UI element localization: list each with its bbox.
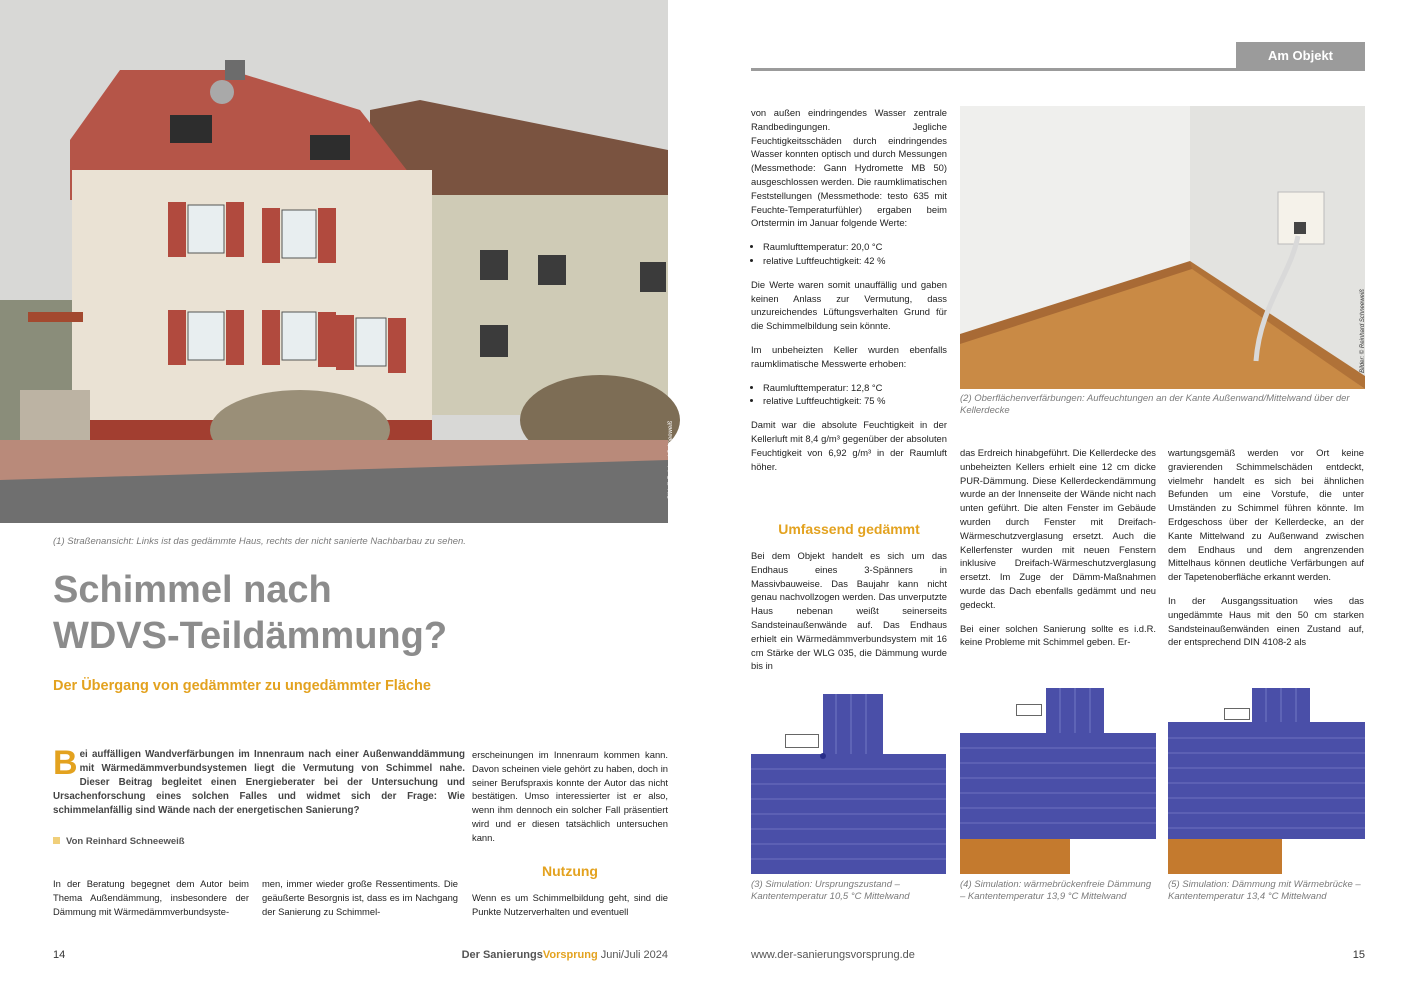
- right-col3-p2: In der Ausgangssituation wies das ungedämmte Haus mit den 50 cm starken Sandsteinaußenwänden einen Zustand auf, der entsprechend DIN 4108-2 als: [1168, 594, 1364, 648]
- bullets-room: [751, 240, 947, 268]
- left-page-number: 14: [53, 949, 66, 961]
- bullet-cellar-humidity: • relative Luftfeuchtigkeit: 75 %: [763, 394, 947, 408]
- bullets-cellar: [751, 381, 947, 409]
- author-name: Von Reinhard Schneeweiß: [66, 836, 185, 847]
- right-page-number: 15: [1352, 949, 1365, 961]
- sim5-caption: (5) Simulation: Dämmung mit Wärmebrücke – Kantentemperatur 13,4 °C Mittelwand: [1168, 879, 1361, 902]
- simulation-3: [751, 694, 946, 874]
- bullet-room-humidity: • relative Luftfeuchtigkeit: 42 %: [763, 254, 947, 268]
- left-footer-brand: [460, 949, 668, 961]
- photo2-caption: (2) Oberflächenverfärbungen: Auffeuchtungen an der Kante Außenwand/Mittelwand über der Kellerdecke: [960, 393, 1350, 416]
- intro-paragraph: [53, 744, 465, 818]
- section-tab: Am Objekt: [1236, 42, 1365, 70]
- simulation-5: [1168, 688, 1365, 874]
- corner-photo: [960, 106, 1365, 389]
- heading-nutzung: Nutzung: [542, 863, 598, 879]
- intro-dropcap: B: [53, 744, 78, 782]
- article-title-line1: Schimmel nach: [53, 569, 332, 611]
- simulation-5-image: [1168, 688, 1365, 874]
- right-col2-p2: Bei einer solchen Sanierung sollte es i.d.R. keine Probleme mit Schimmel geben. Er-: [960, 622, 1156, 648]
- right-page: [710, 0, 1420, 1000]
- photo1-caption: (1) Straßenansicht: Links ist das gedämmte Haus, rechts der nicht sanierte Nachbarbau zu sehen.: [53, 536, 466, 547]
- left-col2: men, immer wieder große Ressentiments. Die geäußerte Besorgnis ist, dass es im Nachgang der Sanierung zu Schimmel-: [262, 878, 458, 917]
- simulation-4: [960, 688, 1156, 874]
- simulation-4-image: [960, 688, 1156, 874]
- intro-text: ei auffälligen Wandverfärbungen im Innenraum nach einer Außenwanddämmung mit Wärmedämmverbundsystemen liegt die Vermutung von Schimmel nahe. Dieser Beitrag begleitet einen Energieberater bei der Untersuchung und Ursachenforschung eines solchen Falles und widmet sich der Frage: Wie schimmelanfällig sind Wände nach der energetischen Sanierung?: [53, 749, 465, 816]
- bullet-room-temp: • Raumlufttemperatur: 20,0 °C: [763, 240, 947, 254]
- right-col2: [960, 446, 1156, 659]
- sim3-probe-label: [785, 734, 819, 748]
- heading-umfassend: Umfassend gedämmt: [778, 521, 920, 537]
- article-subtitle: Der Übergang von gedämmter zu ungedämmter Fläche: [53, 678, 431, 694]
- left-col1: In der Beratung begegnet dem Autor beim Thema Außendämmung, insbesondere der Dämmung mit Wärmedämmverbundsyste-: [53, 878, 249, 917]
- right-col1-p1: von außen eindringendes Wasser zentrale Randbedingungen. Jegliche Feuchtigkeitsschäden durch eindringendes Wasser konnten optisch und durch Messungen (Messmethode: Gann Hydromette MB 50) ausgeschlossen werden. Die raumklimatischen Feststellungen (Messmethode: testo 635 mit Feuchte-Temperaturfühler) ergaben beim Ortstermin im Januar folgende Werte:: [751, 107, 947, 229]
- corner-photo-illustration: [960, 106, 1365, 389]
- right-col2-p1: das Erdreich hinabgeführt. Die Kellerdecke des unbeheizten Kellers erhielt eine 12 cm dicke PUR-Dämmung. Diese Kellerdeckendämmung wurde an der Innenseite der Wände nicht nach unten geführt. Die alten Fenster im Gebäude wurden durch Fenster mit Dreifach-Wärmeschutzverglasung ersetzt. Auch die Kellerfenster wurden mit neuen Fenstern inklusive Dreifach-Wärmeschutzverglasung ersetzt. Im Zuge der Dämm-Maßnahmen wurde das Dach ebenfalls gedämmt und neu gedeckt.: [960, 447, 1156, 610]
- right-col1-p2: Die Werte waren somit unauffällig und gaben keinen Anlass zur Vermutung, dass unzureichendes Lüftungsverhalten Grund für die Schimmelbildung sein könnte.: [751, 278, 947, 332]
- left-col3b: Wenn es um Schimmelbildung geht, sind die Punkte Nutzerverhalten und eventuell: [472, 892, 668, 917]
- right-col3-p1: wartungsgemäß werden vor Ort keine gravierenden Schimmelschäden entdeckt, vielmehr handelt es sich bei ähnlichen Befunden um eine Vorstufe, die unter Umständen zu Schimmel führen könnte. Im Erdgeschoss über der Kellerdecke, an der Kante Mittelwand zu Außenwand zwischen dem Endhaus und dem angrenzenden Mittelhaus können deutliche Verfärbungen auf der Tapetenoberfläche erkannt werden.: [1168, 447, 1364, 583]
- author-marker: [53, 837, 60, 844]
- footer-brand-a: Der Sanierungs: [461, 949, 543, 961]
- bullet-cellar-temp: • Raumlufttemperatur: 12,8 °C: [763, 381, 947, 395]
- right-col1-p3: Im unbeheizten Keller wurden ebenfalls raumklimatische Messwerte erhoben:: [751, 343, 947, 369]
- sim3-caption: (3) Simulation: Ursprungszustand – Kantentemperatur 10,5 °C Mittelwand: [751, 879, 910, 902]
- sim4-caption: (4) Simulation: wärmebrückenfreie Dämmung – Kantentemperatur 13,9 °C Mittelwand: [960, 879, 1152, 902]
- footer-issue: Juni/Juli 2024: [597, 949, 668, 961]
- footer-url[interactable]: www.der-sanierungsvorsprung.de: [751, 949, 915, 961]
- author-line: [53, 836, 185, 847]
- left-col3a: erscheinungen im Innenraum kommen kann. Davon scheinen viele gehört zu haben, doch in seiner Berufspraxis konnte der Autor das nicht bestätigen. Umso interessierter ist er also, wenn ihm dennoch ein solcher Fall präsentiert wird und er diesen tatsächlich untersuchen kann.: [472, 749, 668, 843]
- photo2-credit: Bilder: © Reinhard Schneeweiß: [1360, 289, 1367, 373]
- right-col1-p4: Damit war die absolute Feuchtigkeit in der Kellerluft mit 8,4 g/m³ gegenüber der absoluten Feuchtigkeit von 6,92 g/m³ in der Raumluft höher.: [751, 419, 947, 472]
- right-col3: [1168, 446, 1364, 659]
- sim5-probe-label: [1224, 708, 1250, 720]
- footer-brand-b: Vorsprung: [542, 949, 598, 961]
- photo1-credit: Bild: © Reinhard Schneeweiß: [667, 420, 674, 500]
- right-col1-upper: [751, 106, 947, 483]
- article-title-line2: WDVS-Teildämmung?: [53, 615, 448, 657]
- simulation-3-image: [751, 694, 946, 874]
- sim4-probe-label: [1016, 704, 1042, 716]
- house-photo: [0, 0, 674, 523]
- right-col1-p5: Bei dem Objekt handelt es sich um das Endhaus eines 3-Spänners in Massivbauweise. Das Baujahr kann nicht genau nachvollzogen werden. Das unverputzte Haus nebenan weißt seinerseits Sandsteinaußenwände auf. Das Endhaus erhielt ein Wärmedämmverbundsystem mit 16 cm Stärke der WLG 035, die Dämmung wurde bis in: [751, 550, 947, 672]
- house-photo-illustration: [0, 0, 668, 523]
